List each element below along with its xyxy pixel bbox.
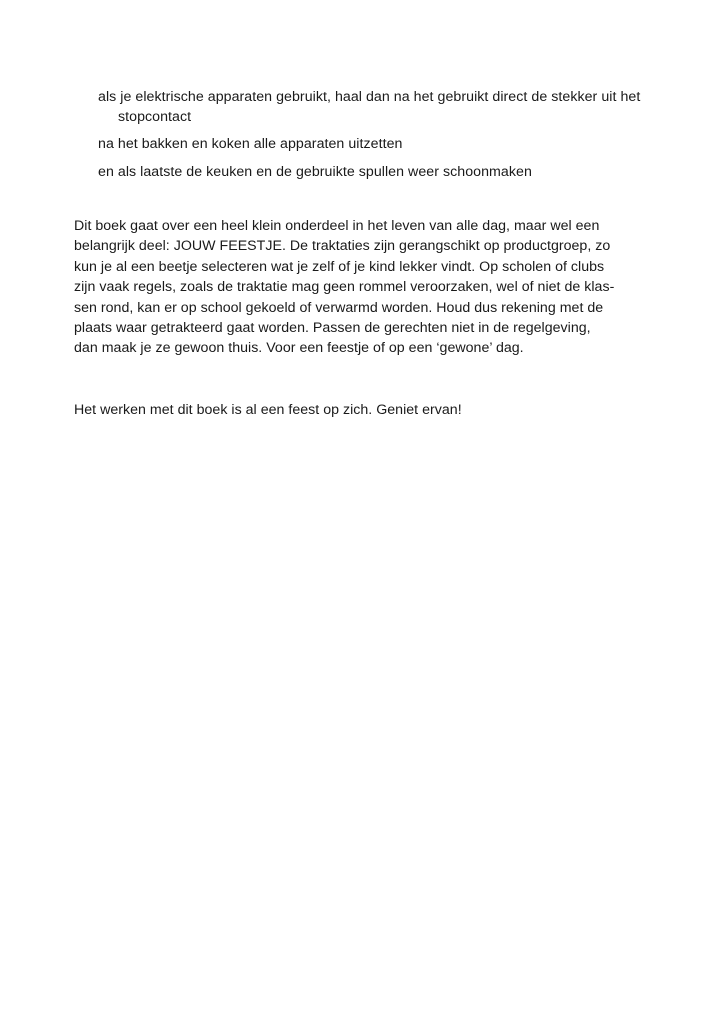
closing-paragraph: Het werken met dit boek is al een feest op zich. Geniet ervan! <box>74 402 462 418</box>
paragraph-line: Dit boek gaat over een heel klein onderdeel in het leven van alle dag, maar wel een <box>74 218 600 234</box>
intro-paragraph <box>74 216 648 359</box>
paragraph-line: belangrijk deel: JOUW FEESTJE. De traktaties zijn gerangschikt op productgroep, zo <box>74 238 611 255</box>
paragraph-line: zijn vaak regels, zoals de traktatie mag geen rommel veroorzaken, wel of niet de klas- <box>74 279 615 296</box>
list-item: en als laatste de keuken en de gebruikte spullen weer schoonmaken <box>98 164 532 180</box>
paragraph-line: kun je al een beetje selecteren wat je zelf of je kind lekker vindt. Op scholen of clubs <box>74 258 605 275</box>
paragraph-line: plaats waar getrakteerd gaat worden. Passen de gerechten niet in de regelgeving, <box>74 320 591 337</box>
paragraph-line: sen rond, kan er op school gekoeld of verwarmd worden. Houd dus rekening met de <box>74 299 604 316</box>
list-item: als je elektrische apparaten gebruikt, haal dan na het gebruikt direct de stekker uit het stopcontact <box>98 89 641 125</box>
safety-list <box>98 87 658 190</box>
list-item: na het bakken en koken alle apparaten uitzetten <box>98 136 403 152</box>
paragraph-line: dan maak je ze gewoon thuis. Voor een feestje of op een ‘gewone’ dag. <box>74 340 524 357</box>
